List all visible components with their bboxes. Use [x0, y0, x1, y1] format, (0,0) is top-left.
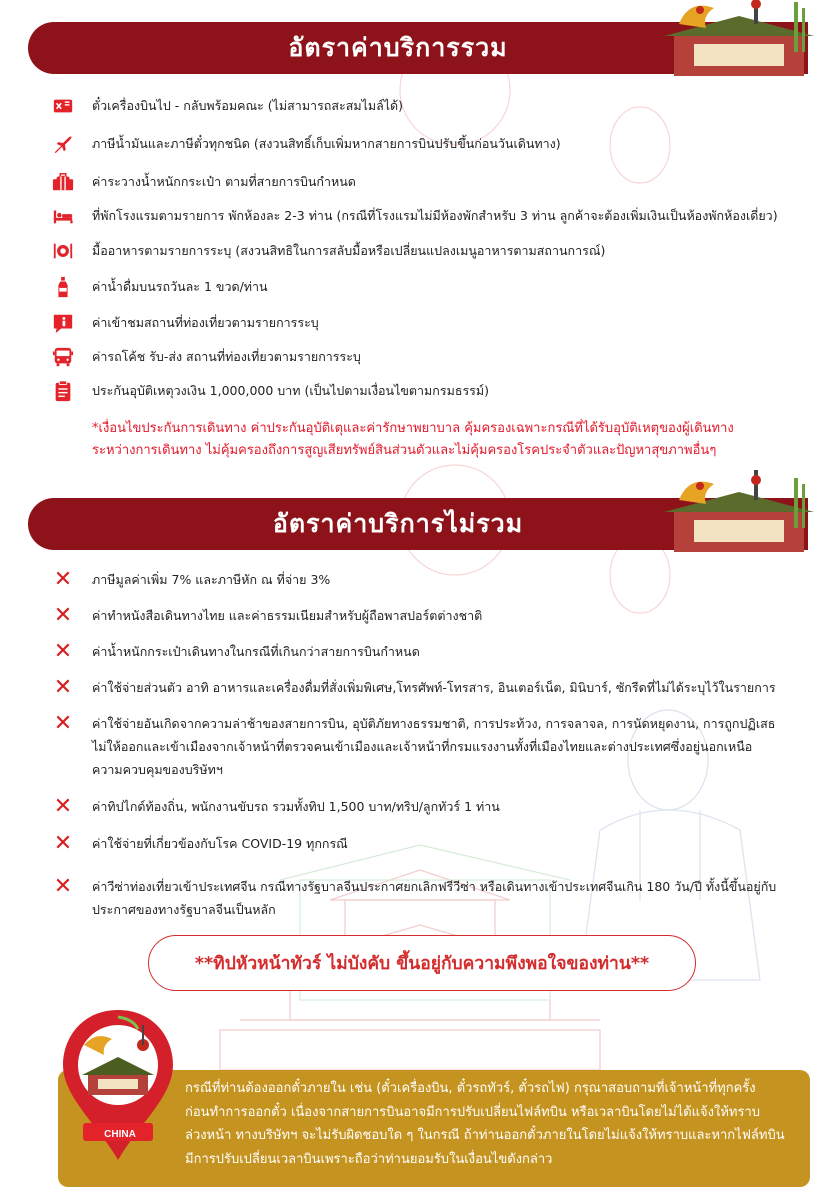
- airplane-icon: [50, 132, 76, 156]
- item-text: ค่าใช้จ่ายที่เกี่ยวข้องกับโรค COVID-19 ทุกกรณี: [92, 836, 348, 851]
- x-mark-icon: ✕: [53, 603, 73, 628]
- item-text: ค่าเข้าชมสถานที่ท่องเที่ยวตามรายการระบุ: [92, 315, 319, 330]
- list-item: [50, 604, 792, 628]
- x-mark-icon: ✕: [53, 675, 73, 700]
- x-mark-icon: ✕: [53, 831, 73, 856]
- item-text: ภาษีน้ำมันและภาษีตั๋วทุกชนิด (สงวนสิทธิ์เก็บเพิ่มหากสายการบินปรับขึ้นก่อนวันเดินทาง): [92, 136, 561, 151]
- info-icon: [50, 311, 76, 335]
- item-text: [92, 875, 792, 921]
- item-text: ภาษีมูลค่าเพิ่ม 7% และภาษีหัก ณ ที่จ่าย 3%: [92, 572, 331, 587]
- china-landmark-art: [654, 0, 814, 76]
- item-text: ค่าระวางน้ำหนักกระเป๋า ตามที่สายการบินกำหนด: [92, 174, 356, 189]
- list-item: [50, 568, 792, 592]
- note-line: ระหว่างการเดินทาง ไม่คุ้มครองถึงการสูญเสียทรัพย์สินส่วนตัวและไม่คุ้มครองโรคประจำตัวและปัญหาสุขภาพอื่นๆ: [92, 443, 717, 458]
- insurance-note: [92, 418, 782, 462]
- item-line: ความควบคุมของบริษัทฯ: [92, 762, 223, 777]
- list-item: [50, 712, 792, 781]
- footer-line: มีการปรับเปลี่ยนเวลาบินเพราะถือว่าท่านยอมรับในเงื่อนไขดังกล่าว: [185, 1151, 553, 1167]
- list-item: [50, 832, 792, 856]
- footer-line: ล่วงหน้า ทางบริษัทฯ จะไม่รับผิดชอบใด ๆ ในกรณี ถ้าท่านออกตั๋วภายในโดยไม่แจ้งให้ทราบและหากไฟล์ทบิน: [185, 1128, 785, 1143]
- footer-line: กรณีที่ท่านต้องออกตั๋วภายใน เช่น (ตั๋วเครื่องบิน, ตั๋วรถทัวร์, ตั๋วรถไฟ) กรุณาสอบถามที่เจ้าหน้าที่ทุกครั้ง: [185, 1081, 756, 1096]
- list-item: [50, 204, 792, 228]
- bed-icon: [50, 204, 76, 228]
- x-mark-icon: ✕: [53, 794, 73, 819]
- excluded-title: อัตราค่าบริการไม่รวม: [272, 510, 524, 538]
- item-line: ไม่ให้ออกและเข้าเมืองจากเจ้าหน้าที่ตรวจคนเข้าเมืองและเจ้าหน้าที่กรมแรงงานทั้งที่เมืองไทยและต่างประเทศซึ่งอยู่นอกเหนือ: [92, 739, 753, 754]
- item-text: [92, 712, 792, 781]
- x-mark-icon: ✕: [53, 874, 73, 899]
- list-item: [50, 275, 792, 299]
- china-label: CHINA: [104, 1129, 136, 1140]
- included-banner: [28, 22, 808, 74]
- tip-notice-text: **ทิปหัวหน้าทัวร์ ไม่บังคับ ขึ้นอยู่กับความพึงพอใจของท่าน**: [194, 954, 650, 974]
- list-item: [50, 311, 792, 335]
- item-line: ค่าวีซ่าท่องเที่ยวเข้าประเทศจีน กรณีทางรัฐบาลจีนประกาศยกเลิกฟรีวีซ่า หรือเดินทางเข้าประเทศจีนเกิน 180 วัน/ปี ทั้งนี้ขึ้นอยู่กับ: [92, 879, 777, 894]
- item-line: ประกาศของทางรัฐบาลจีนเป็นหลัก: [92, 902, 276, 917]
- item-text: ค่าใช้จ่ายส่วนตัว อาทิ อาหารและเครื่องดื่มที่สั่งเพิ่มพิเศษ,โทรศัพท์-โทรสาร, อินเตอร์เน็ต, มินิบาร์, ซักรีดที่ไม่ได้ระบุไว้ในรายการ: [92, 680, 776, 695]
- item-text: ค่ารถโค้ช รับ-ส่ง สถานที่ท่องเที่ยวตามรายการระบุ: [92, 349, 361, 364]
- item-text: ค่าทำหนังสือเดินทางไทย และค่าธรรมเนียมสำหรับผู้ถือพาสปอร์ตต่างชาติ: [92, 608, 483, 623]
- item-text: ตั๋วเครื่องบินไป - กลับพร้อมคณะ (ไม่สามารถสะสมไมล์ได้): [92, 98, 404, 113]
- x-mark-icon: ✕: [53, 711, 73, 736]
- water-bottle-icon: [50, 275, 76, 299]
- excluded-banner: [28, 498, 808, 550]
- list-item: [50, 379, 792, 403]
- list-item: [50, 795, 792, 819]
- bus-icon: [50, 345, 76, 369]
- luggage-icon: [50, 170, 76, 194]
- list-item: [50, 640, 792, 664]
- item-text: ค่าน้ำดื่มบนรถวันละ 1 ขวด/ท่าน: [92, 279, 268, 294]
- list-item: [50, 676, 792, 700]
- item-text: ที่พักโรงแรมตามรายการ พักห้องละ 2-3 ท่าน (กรณีที่โรงแรมไม่มีห้องพักสำหรับ 3 ท่าน ลูกค้าจะต้องเพิ่มเงินเป็นห้องพักห้องเดี่ยว): [92, 208, 778, 223]
- item-line: ค่าใช้จ่ายอันเกิดจากความล่าช้าของสายการบิน, อุบัติภัยทางธรรมชาติ, การประท้วง, การจลาจล, การนัดหยุดงาน, การถูกปฏิเสธ: [92, 716, 776, 731]
- x-mark-icon: ✕: [53, 567, 73, 592]
- list-item: [50, 875, 792, 921]
- item-text: มื้ออาหารตามรายการระบุ (สงวนสิทธิในการสลับมื้อหรือเปลี่ยนแปลงเมนูอาหารตามสถานการณ์): [92, 243, 606, 258]
- footer-notice-text: [185, 1077, 800, 1171]
- item-text: ประกันอุบัติเหตุวงเงิน 1,000,000 บาท (เป็นไปตามเงื่อนไขตามกรมธรรม์): [92, 383, 489, 398]
- tip-notice: [148, 935, 696, 991]
- list-item: [50, 239, 792, 263]
- meal-icon: [50, 239, 76, 263]
- note-line: *เงื่อนไขประกันการเดินทาง ค่าประกันอุบัติเตุและค่ารักษาพยาบาล คุ้มครองเฉพาะกรณีที่ได้รับอุบัติเหตุของผู้เดินทาง: [92, 421, 734, 436]
- clipboard-icon: [50, 379, 76, 403]
- list-item: [50, 170, 792, 194]
- china-landmark-art: [654, 470, 814, 552]
- ticket-icon: [50, 94, 76, 118]
- list-item: [50, 94, 792, 118]
- item-text: ค่าน้ำหนักกระเป๋าเดินทางในกรณีที่เกินกว่าสายการบินกำหนด: [92, 644, 420, 659]
- list-item: [50, 345, 792, 369]
- x-mark-icon: ✕: [53, 639, 73, 664]
- item-text: ค่าทิปไกด์ท้องถิ่น, พนักงานขับรถ รวมทั้งทิป 1,500 บาท/ทริป/ลูกทัวร์ 1 ท่าน: [92, 799, 500, 814]
- included-title: อัตราค่าบริการรวม: [288, 34, 508, 62]
- footer-line: ก่อนทำการออกตั๋ว เนื่องจากสายการบินอาจมีการปรับเปลี่ยนไฟล์ทบิน หรือเวลาบินโดยไม่ได้แจ้งให้ทราบ: [185, 1104, 761, 1120]
- list-item: [50, 132, 792, 156]
